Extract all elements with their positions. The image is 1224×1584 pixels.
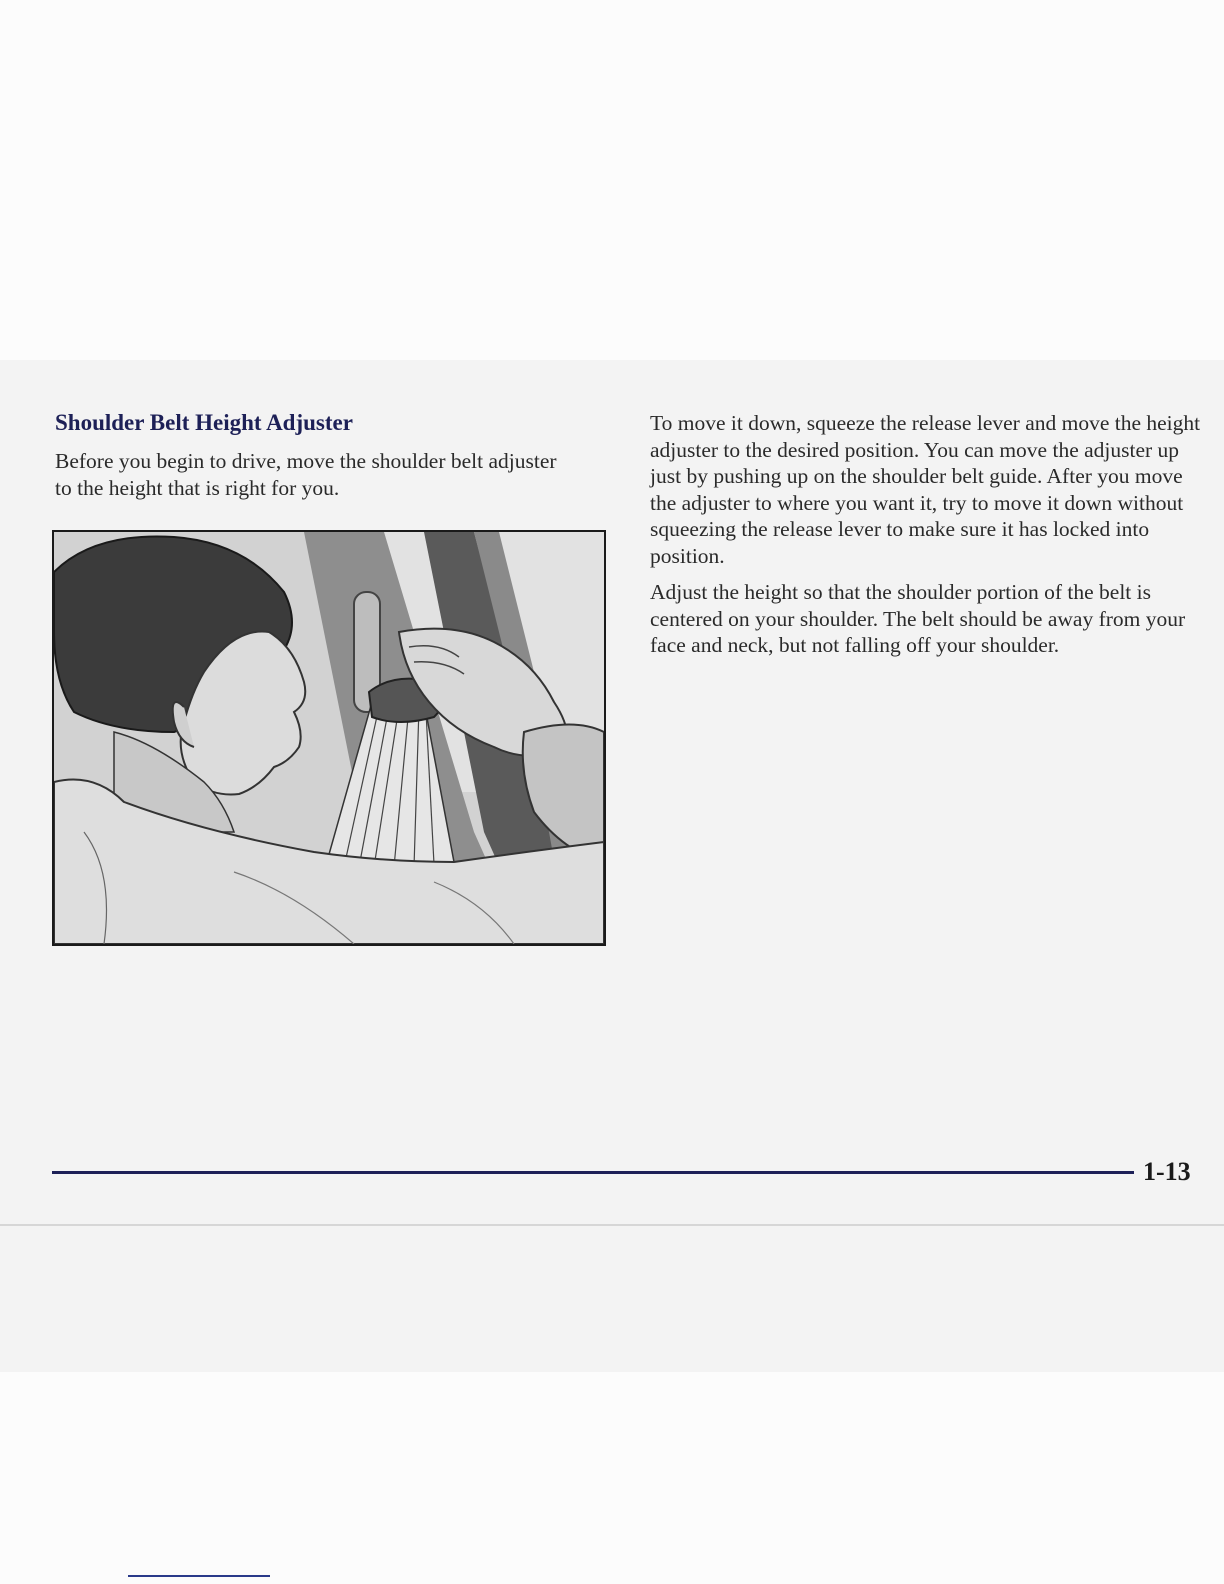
section-heading: Shoulder Belt Height Adjuster <box>55 410 353 435</box>
instruction-paragraph: To move it down, squeeze the release lever and move the height adjuster to the desired position. You can move the adjuster up just by pushing up on the shoulder belt guide. After you move the adjuster to where you want it, try to move it down without squeezing the release lever to make sure it has locked into position. <box>650 411 1201 568</box>
instruction-paragraph: Adjust the height so that the shoulder portion of the belt is centered on your shoulder. The belt should be away from your face and neck, but not falling off your shoulder. <box>650 580 1186 657</box>
band-divider <box>0 1224 1224 1226</box>
footer-rule <box>52 1171 1134 1174</box>
right-column <box>650 410 1205 669</box>
bottom-mark <box>128 1575 270 1577</box>
page-number: 1-13 <box>1143 1157 1191 1186</box>
intro-paragraph: Before you begin to drive, move the shoulder belt adjuster to the height that is right for you. <box>55 449 557 500</box>
shoulder-belt-illustration <box>52 530 606 946</box>
